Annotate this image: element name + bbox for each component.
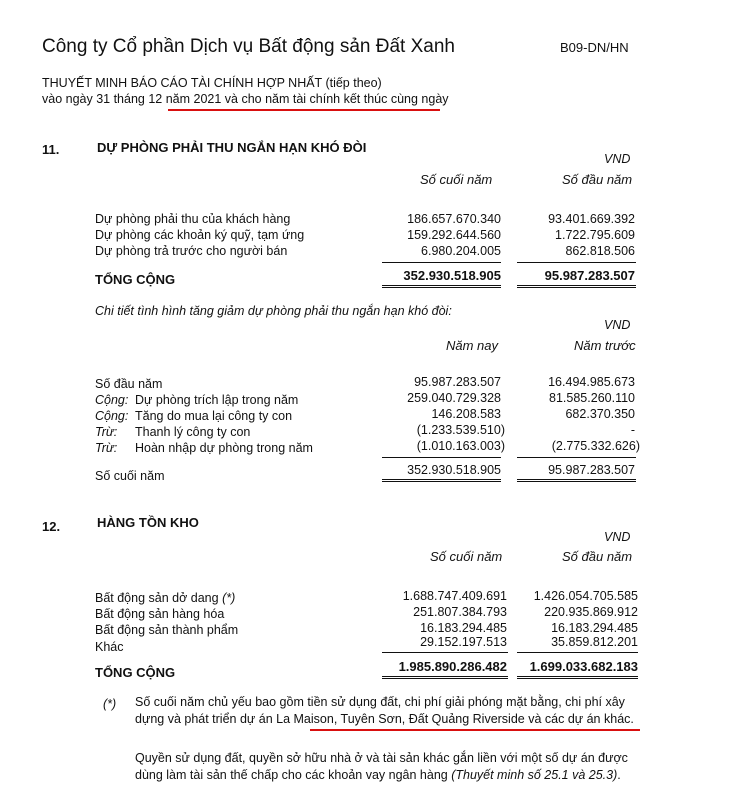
subtotal-rule <box>517 652 638 653</box>
table-cell: 93.401.669.392 <box>548 212 635 226</box>
table-cell: 146.208.583 <box>431 407 501 421</box>
total-value: 95.987.283.507 <box>544 268 635 283</box>
total-label: TỔNG CỘNG <box>95 665 176 680</box>
detail-col1-header: Năm nay <box>446 338 499 353</box>
section-11-number: 11. <box>42 142 60 157</box>
subtotal-rule <box>382 652 508 653</box>
note-highlight-projects: La Maison, Tuyên Sơn, Đất Quảng Riverside và các <box>276 712 565 726</box>
table-cell: 16.494.985.673 <box>548 375 635 389</box>
total-rule <box>517 678 638 679</box>
detail-row-label: Thanh lý công ty con <box>135 425 251 439</box>
detail-total-label: Số cuối năm <box>95 469 165 483</box>
detail-row <box>95 377 162 391</box>
table-row-label: Khác <box>95 640 124 654</box>
subtotal-rule <box>517 262 636 263</box>
table-cell: (1.233.539.510) <box>416 423 505 437</box>
table-cell: 16.183.294.485 <box>420 621 507 635</box>
table-row-label: Dự phòng các khoản ký quỹ, tạm ứng <box>95 228 305 242</box>
total-rule <box>382 678 508 679</box>
table-cell: 81.585.260.110 <box>549 391 635 405</box>
table-cell: 6.980.204.005 <box>421 244 501 258</box>
table-cell: 159.292.644.560 <box>407 228 501 242</box>
table-cell: 682.370.350 <box>565 407 635 421</box>
section-11-col2-header: Số đầu năm <box>562 172 633 187</box>
detail-row-label: Dự phòng trích lập trong năm <box>135 393 299 407</box>
detail-row-prefix: Trừ: <box>95 425 118 439</box>
table-cell: 35.859.812.201 <box>551 635 638 649</box>
table-row-label <box>95 591 235 605</box>
footnote-marker: (*) <box>103 697 117 711</box>
detail-row-prefix: Cộng: <box>95 393 129 407</box>
table-row-label: Bất động sản hàng hóa <box>95 607 225 621</box>
total-rule <box>382 479 501 480</box>
table-row-label: Bất động sản thành phẩm <box>95 623 239 637</box>
table-cell: 220.935.869.912 <box>544 605 638 619</box>
table-cell: 16.183.294.485 <box>551 621 638 635</box>
detail-row <box>95 441 313 455</box>
total-rule <box>382 287 501 288</box>
note-reference: (Thuyết minh số 25.1 và 25.3) <box>451 768 618 782</box>
total-value: 352.930.518.905 <box>403 268 501 283</box>
total-label: TỔNG CỘNG <box>95 272 176 287</box>
table-cell: (1.010.163.003) <box>416 439 505 453</box>
detail-total-value: 95.987.283.507 <box>548 463 635 477</box>
table-cell: 862.818.506 <box>565 244 635 258</box>
section-11-unit: VND <box>604 152 631 166</box>
table-cell: 259.040.729.328 <box>407 391 501 405</box>
table-cell: - <box>630 423 635 437</box>
form-code: B09-DN/HN <box>560 40 629 55</box>
total-rule <box>517 481 636 482</box>
section-12-col2-header: Số đầu năm <box>562 549 633 564</box>
company-name: Công ty Cổ phần Dịch vụ Bất động sản Đất Xanh <box>42 36 455 57</box>
detail-row-label: Tăng do mua lại công ty con <box>135 409 293 423</box>
red-underline-date <box>168 109 440 111</box>
report-date-line: vào ngày 31 tháng 12 năm 2021 và cho năm tài chính kết thúc cùng ngày <box>42 92 449 106</box>
row-footnote-mark: (*) <box>222 591 236 605</box>
subtotal-rule <box>517 457 636 458</box>
detail-col2-header: Năm trước <box>574 338 636 353</box>
table-row-label: Dự phòng trả trước cho người bán <box>95 244 288 258</box>
total-rule <box>382 285 501 286</box>
detail-row <box>95 393 298 407</box>
detail-total-value: 352.930.518.905 <box>407 463 501 477</box>
total-rule <box>517 479 636 480</box>
total-rule <box>382 481 501 482</box>
table-cell: 29.152.197.513 <box>420 635 507 649</box>
report-subtitle: THUYẾT MINH BÁO CÁO TÀI CHÍNH HỢP NHẤT (tiếp theo) <box>42 76 382 90</box>
footnote-paragraph-1 <box>135 694 655 728</box>
total-rule <box>517 285 636 286</box>
table-cell: 1.722.795.609 <box>555 228 635 242</box>
detail-row <box>95 425 250 439</box>
table-cell: 1.688.747.409.691 <box>402 589 507 603</box>
detail-row <box>95 409 292 423</box>
detail-row-label: Hoàn nhập dự phòng trong năm <box>135 441 313 455</box>
section-12-title: HÀNG TỒN KHO <box>97 515 199 530</box>
table-cell: (2.775.332.626) <box>551 439 640 453</box>
red-underline-projects <box>310 729 640 731</box>
total-value: 1.985.890.286.482 <box>398 659 507 674</box>
detail-title: Chi tiết tình hình tăng giảm dự phòng phải thu ngắn hạn khó đòi: <box>95 304 452 318</box>
row-label-text: Bất động sản dở dang <box>95 591 219 605</box>
detail-row-prefix: Trừ: <box>95 441 118 455</box>
total-rule <box>382 676 508 677</box>
section-11-col1-header: Số cuối năm <box>420 172 493 187</box>
section-12-unit: VND <box>604 530 631 544</box>
note-text: Số cuối năm chủ yếu bao gồm tiền sử dụng đất, chi phí giải phóng mặt bằng, chi phí xây dựng và phát triển dự án <box>135 695 625 726</box>
detail-row-prefix: Cộng: <box>95 409 129 423</box>
footnote-paragraph-2 <box>135 750 655 784</box>
subtotal-rule <box>382 262 501 263</box>
section-12-col1-header: Số cuối năm <box>430 549 503 564</box>
detail-unit: VND <box>604 318 631 332</box>
total-rule <box>517 287 636 288</box>
total-value: 1.699.033.682.183 <box>529 659 638 674</box>
section-12-number: 12. <box>42 519 61 534</box>
total-rule <box>517 676 638 677</box>
note-text: Quyền sử dụng đất, quyền sở hữu nhà ở và tài sản khác gắn liền với một số dự án được dùng làm tài sản thế chấp cho các khoản vay ngân hàng <box>135 751 628 782</box>
table-cell: 1.426.054.705.585 <box>533 589 638 603</box>
detail-row-label: Số đầu năm <box>95 377 163 391</box>
note-text: . <box>617 768 621 782</box>
table-cell: 251.807.384.793 <box>413 605 507 619</box>
table-row-label: Dự phòng phải thu của khách hàng <box>95 212 291 226</box>
subtotal-rule <box>382 457 501 458</box>
section-11-title: DỰ PHÒNG PHẢI THU NGẮN HẠN KHÓ ĐÒI <box>97 140 367 155</box>
table-cell: 186.657.670.340 <box>407 212 501 226</box>
note-text: dự án khác. <box>564 712 634 726</box>
table-cell: 95.987.283.507 <box>414 375 501 389</box>
